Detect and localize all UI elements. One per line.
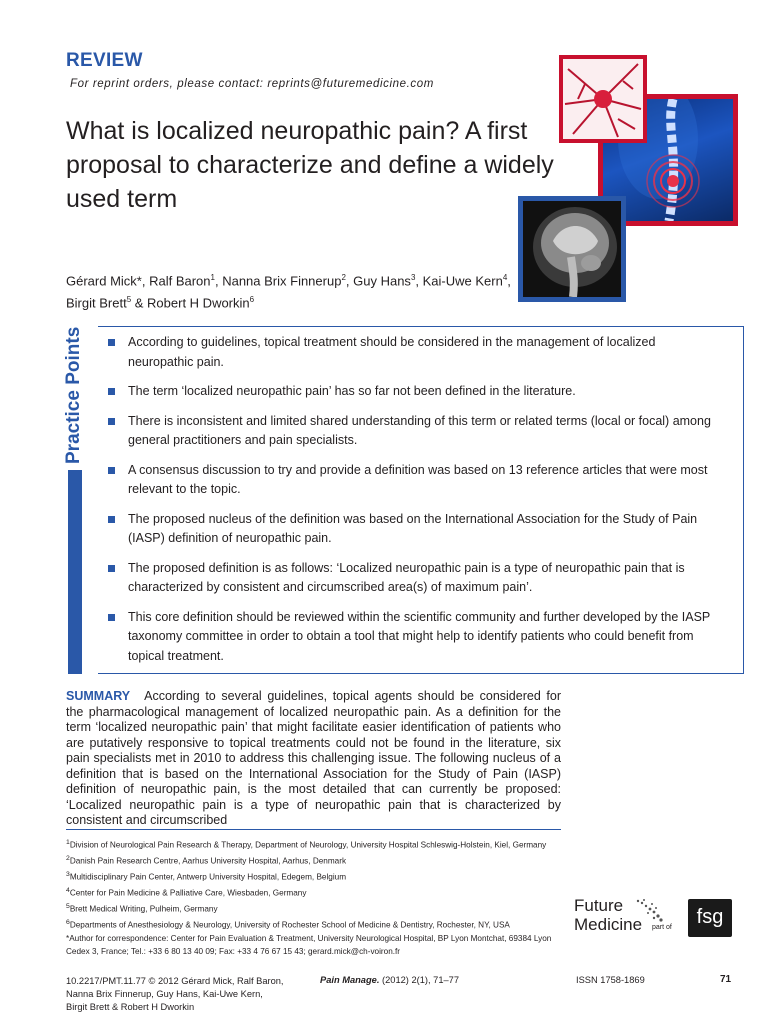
affiliation-text: Departments of Anesthesiology & Neurology, University of Rochester School of Medicine & Dentistry, Rochester, NY, USA — [69, 920, 510, 930]
author-mark: 4 — [502, 273, 508, 282]
affiliation-mark: 5 — [66, 902, 70, 910]
author-name: Birgit Brett — [66, 295, 127, 311]
footer-citation — [66, 975, 306, 1014]
list-item: This core definition should be reviewed within the scientific community and further developed by the IASP taxonomy committee in order to obtain a tool that might help to identify patients who could benefit from topical treatment. — [104, 608, 714, 667]
affiliation-mark: 2 — [66, 854, 70, 862]
article-title: What is localized neuropathic pain? A first proposal to characterize and define a widely used term — [66, 117, 554, 213]
affiliation-line — [66, 852, 561, 868]
author-mark: 5 — [126, 295, 132, 305]
affiliation-line — [66, 836, 561, 852]
affiliation-line — [66, 900, 561, 916]
author-name: Nanna Brix Finnerup — [222, 273, 342, 289]
practice-points-list — [104, 333, 714, 676]
list-item: The proposed definition is as follows: ‘Localized neuropathic pain is a type of neuropathic pain that is characterized by consistent and circumscribed area(s) of maximum pain’. — [104, 559, 714, 598]
affiliation-line — [66, 884, 561, 900]
author-list: Gérard Mick*, Ralf Baron$^1$, Nanna Brix Finnerup$^2$, Guy Hans$^3$, Kai-Uwe Kern$^4$, Birgit Brett$^5$ & Robert H Dworkin$^6$ — [66, 273, 511, 311]
author-mark: 1 — [210, 273, 215, 282]
list-item: There is inconsistent and limited shared understanding of this term or related terms (local or focal) among general practitioners and pain specialists. — [104, 412, 714, 451]
publisher-logo — [574, 896, 734, 940]
brain-scan-image — [518, 196, 626, 302]
journal-name: Pain Manage. — [320, 975, 380, 985]
neuron-image — [559, 55, 647, 143]
footer-doi: 10.2217/PMT.11.77 © 2012 Gérard Mick, Ralf Baron, — [66, 976, 284, 986]
affiliation-text: Division of Neurological Pain Research & Therapy, Department of Neurology, University Hospital Schleswig-Holstein, Kiel, Germany — [69, 840, 547, 850]
footer-authors: Nanna Brix Finnerup, Guy Hans, Kai-Uwe Kern, — [66, 989, 263, 999]
affiliation-mark: 1 — [66, 839, 70, 846]
affiliation-mark: 3 — [66, 870, 70, 878]
footer-authors: Birgit Brett & Robert H Dworkin — [66, 1002, 195, 1012]
logo-future-text: Future — [574, 896, 624, 915]
practice-points-bar — [68, 470, 82, 674]
summary-text: According to several guidelines, topical agents should be considered for the pharmacological management of localized neuropathic pain. As a definition for the term ‘localized neuropathic pain’ that might facilitate easier identification of patients who are putatively responsive to topical treatments could not be found in the literature, six pain specialists met in 2010 to address this challenging issue. The following nucleus of a definition that is based on the International Association for the Study of Pain (IASP) definition of neuropathic pain, is the most detailed that can currently be proposed: ‘Localized neuropathic pain is a type of neuropathic pain that is characterized by consistent and circumscribed — [66, 689, 561, 827]
author-name: Kai-Uwe Kern — [422, 273, 503, 289]
logo-part-of-text: part of — [652, 924, 672, 931]
affiliation-text: Author for correspondence: Center for Pain Evaluation & Treatment, University Neurological Hospital, BP Lyon Montchat, 69384 Lyon Cedex 3, France; Tel.: +33 6 80 13 40 09; Fax: +33 4 76 67 15 43; gerard.mick@ch-voiron.fr — [66, 933, 552, 956]
reprint-contact[interactable]: For reprint orders, please contact: reprints@futuremedicine.com — [70, 78, 434, 90]
logo-dots-icon — [636, 898, 664, 924]
list-item: The proposed nucleus of the definition was based on the International Association for the Study of Pain (IASP) definition of neuropathic pain. — [104, 510, 714, 549]
affiliation-line — [66, 916, 561, 932]
affiliation-mark: 6 — [66, 918, 70, 926]
affiliation-line — [66, 868, 561, 884]
section-label: REVIEW — [66, 50, 143, 71]
affiliation-mark: 4 — [66, 886, 70, 894]
affiliation-line — [66, 932, 561, 958]
summary-paragraph — [66, 689, 561, 829]
author-name: Robert H Dworkin — [147, 295, 250, 311]
logo-medicine-text: Medicine — [574, 915, 643, 934]
author-mark: 2 — [341, 273, 346, 282]
author-mark: 3 — [410, 273, 416, 282]
list-item: The term ‘localized neuropathic pain’ has so far not been defined in the literature. — [104, 382, 714, 402]
author-mark: * — [136, 273, 142, 289]
summary-label: SUMMARY — [66, 689, 131, 703]
page-number: 71 — [720, 974, 732, 985]
affiliation-divider — [66, 829, 561, 830]
footer-issn: ISSN 1758-1869 — [576, 975, 645, 985]
affiliation-mark: * — [66, 933, 70, 943]
list-item: According to guidelines, topical treatment should be considered in the management of localized neuropathic pain. — [104, 333, 714, 372]
affiliation-text: Center for Pain Medicine & Palliative Care, Wiesbaden, Germany — [69, 888, 307, 898]
affiliation-text: Danish Pain Research Centre, Aarhus University Hospital, Aarhus, Denmark — [69, 856, 347, 866]
journal-reference: (2012) 2(1), 71–77 — [382, 975, 460, 985]
affiliation-text: Multidisciplinary Pain Center, Antwerp University Hospital, Edegem, Belgium — [69, 872, 347, 882]
author-name: Gérard Mick — [66, 273, 137, 289]
affiliation-text: Brett Medical Writing, Pulheim, Germany — [69, 904, 218, 914]
author-name: Ralf Baron — [149, 273, 211, 289]
neuron-illustration — [563, 59, 643, 139]
brain-scan-illustration — [523, 201, 621, 297]
practice-points-label: Practice Points — [63, 326, 84, 464]
affiliations — [66, 836, 561, 958]
footer-journal — [320, 975, 459, 985]
fsg-badge: fsg — [688, 899, 732, 937]
author-name: Guy Hans — [353, 273, 411, 289]
list-item: A consensus discussion to try and provide a definition was based on 13 reference articles that were most relevant to the topic. — [104, 461, 714, 500]
author-mark: 6 — [249, 295, 255, 305]
